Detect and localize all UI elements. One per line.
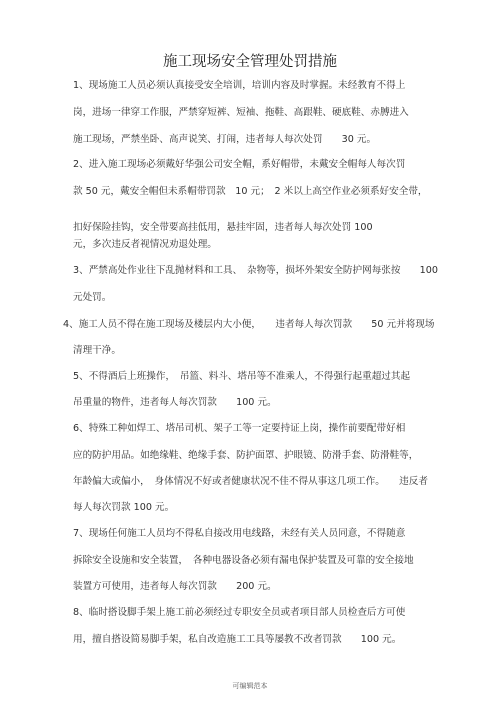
rule-6-line-3: 年龄偏大或偏小， 身体情况不好或者健康状况不佳不得从事这几项工作。 违反者	[73, 476, 428, 487]
rule-2-line-3: 扣好保险挂钩，安全带要高挂低用，悬挂牢固，违者每人每次处罚 100	[73, 222, 373, 233]
rule-5-line-2: 吊重量的物件，违者每人每次罚款 100 元。	[73, 397, 277, 408]
rule-5-line-1: 5、不得酒后上班操作， 吊篮、料斗、塔吊等不准乘人，不得强行起重超过其起	[73, 371, 411, 382]
rule-7-line-2: 拆除安全设施和安全装置， 各种电器设备必须有漏电保护装置及可靠的安全接地	[73, 555, 414, 566]
rule-8-line-1: 8、临时搭设脚手架上施工前必须经过专职安全员或者项目部人员检查后方可使	[73, 607, 406, 618]
rule-2-line-2: 款 50 元，戴安全帽但未系帽带罚款 10 元； 2 米以上高空作业必须系好安全带，	[73, 186, 428, 197]
rule-4-line-2: 清理干净。	[73, 345, 121, 356]
rule-1-line-3: 施工现场，严禁坐卧、高声说笑、打闹，违者每人每次处罚 30 元。	[73, 134, 377, 145]
page-title: 施工现场安全管理处罚措施	[163, 54, 337, 70]
rule-7-line-1: 7、现场任何施工人员均不得私自接改用电线路，未经有关人员同意，不得随意	[73, 528, 406, 539]
rule-4-line-1: 4、施工人员不得在施工现场及楼层内大小便， 违者每人每次罚款 50 元并将现场	[63, 319, 435, 330]
rule-2-line-1: 2、进入施工现场必须戴好华强公司安全帽，系好帽带，未戴安全帽每人每次罚	[73, 159, 406, 170]
rule-6-line-2: 应的防护用品。如绝缘鞋、绝缘手套、防护面罩、护眼镜、防滑手套、防滑鞋等，	[73, 450, 419, 461]
page-footer: 可编辑范本	[232, 682, 268, 690]
rule-1-line-1: 1、现场施工人员必须认真接受安全培训，培训内容及时掌握。未经教育不得上	[73, 80, 406, 91]
rule-3-line-2: 元处罚。	[73, 292, 112, 303]
rule-6-line-1: 6、特殊工种如焊工、塔吊司机、架子工等一定要持证上岗，操作前要配带好相	[73, 423, 406, 434]
rule-7-line-3: 装置方可使用，违者每人每次罚款 200 元。	[73, 581, 277, 592]
rule-6-line-4: 每人每次罚款 100 元。	[73, 502, 175, 513]
rule-3-line-1: 3、严禁高处作业往下乱抛材料和工具、 杂物等，损坏外架安全防护网每张按 100	[73, 265, 438, 276]
rule-8-line-2: 用，擅自搭设简易脚手架，私自改造施工工具等屡教不改者罚款 100 元。	[73, 634, 402, 645]
rule-1-line-2: 岗，进场一律穿工作服，严禁穿短裤、短袖、拖鞋、高跟鞋、硬底鞋、赤膊进入	[73, 107, 409, 118]
rule-2-line-4: 元，多次违反者视情况劝退处理。	[73, 239, 217, 250]
